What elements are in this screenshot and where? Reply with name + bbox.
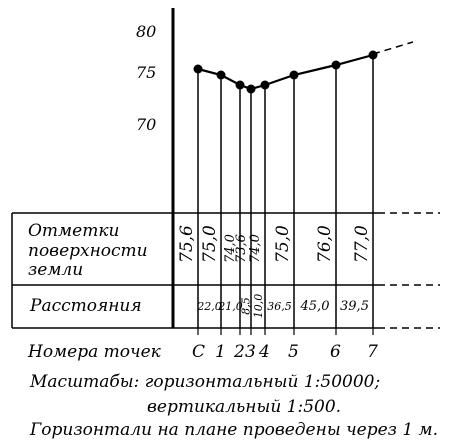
contour-note: Горизонтали на плане проведены через 1 м.	[30, 420, 439, 440]
distance-label: 21,0	[218, 300, 243, 313]
distance-label: 8,5	[239, 297, 253, 315]
axis-tick-label: 70	[136, 115, 157, 134]
elevation-label: 76,0	[315, 225, 335, 263]
distance-label: 10,0	[252, 293, 265, 319]
profile-point	[369, 51, 378, 60]
point-number: С	[192, 342, 206, 362]
profile-point	[332, 61, 341, 70]
profile-point	[194, 65, 203, 74]
scale-caption-line-2: вертикальный 1:500.	[147, 397, 342, 417]
scale-caption-line-1: Масштабы: горизонтальный 1:50000;	[30, 372, 381, 392]
profile-extension-dashed	[373, 42, 413, 54]
distance-labels	[196, 294, 369, 319]
profile-point	[217, 71, 226, 80]
distance-label: 22,0	[197, 300, 222, 313]
profile-point	[236, 81, 245, 90]
elevation-label: 75,0	[200, 225, 220, 263]
elevation-label: 77,0	[352, 225, 372, 263]
axis-tick-label: 75	[136, 63, 157, 82]
axis-tick-label: 80	[136, 22, 157, 41]
elevation-label: 74,0	[248, 234, 263, 263]
point-number: 5	[288, 342, 299, 362]
elevation-label: 73,6	[234, 234, 249, 263]
point-number: 6	[330, 342, 341, 362]
distance-label: 39,5	[340, 299, 369, 314]
profile-point	[247, 85, 256, 94]
profile-point	[290, 71, 299, 80]
point-number: 2	[234, 342, 245, 362]
point-number: 1	[215, 342, 226, 362]
distance-label: 36,5	[267, 300, 292, 313]
station-verticals	[198, 55, 373, 328]
elevation-labels	[177, 225, 372, 263]
profile-point	[261, 81, 270, 90]
elevation-label: 75,6	[177, 225, 197, 263]
distance-label: 45,0	[300, 299, 330, 314]
row-label-elevation-1: Отметки	[28, 221, 120, 241]
elevation-label: 75,0	[273, 225, 293, 263]
row-label-elevation-3: земли	[28, 260, 84, 280]
row-label-elevation-2: поверхности	[28, 241, 148, 261]
point-number-labels	[192, 328, 378, 362]
point-number: 7	[367, 342, 378, 362]
row-label-distance: Расстояния	[30, 296, 142, 316]
point-number: 3	[245, 342, 256, 362]
row-label-point-numbers: Номера точек	[28, 342, 161, 362]
elevation-label: 74,0	[223, 234, 238, 263]
point-number: 4	[259, 342, 270, 362]
